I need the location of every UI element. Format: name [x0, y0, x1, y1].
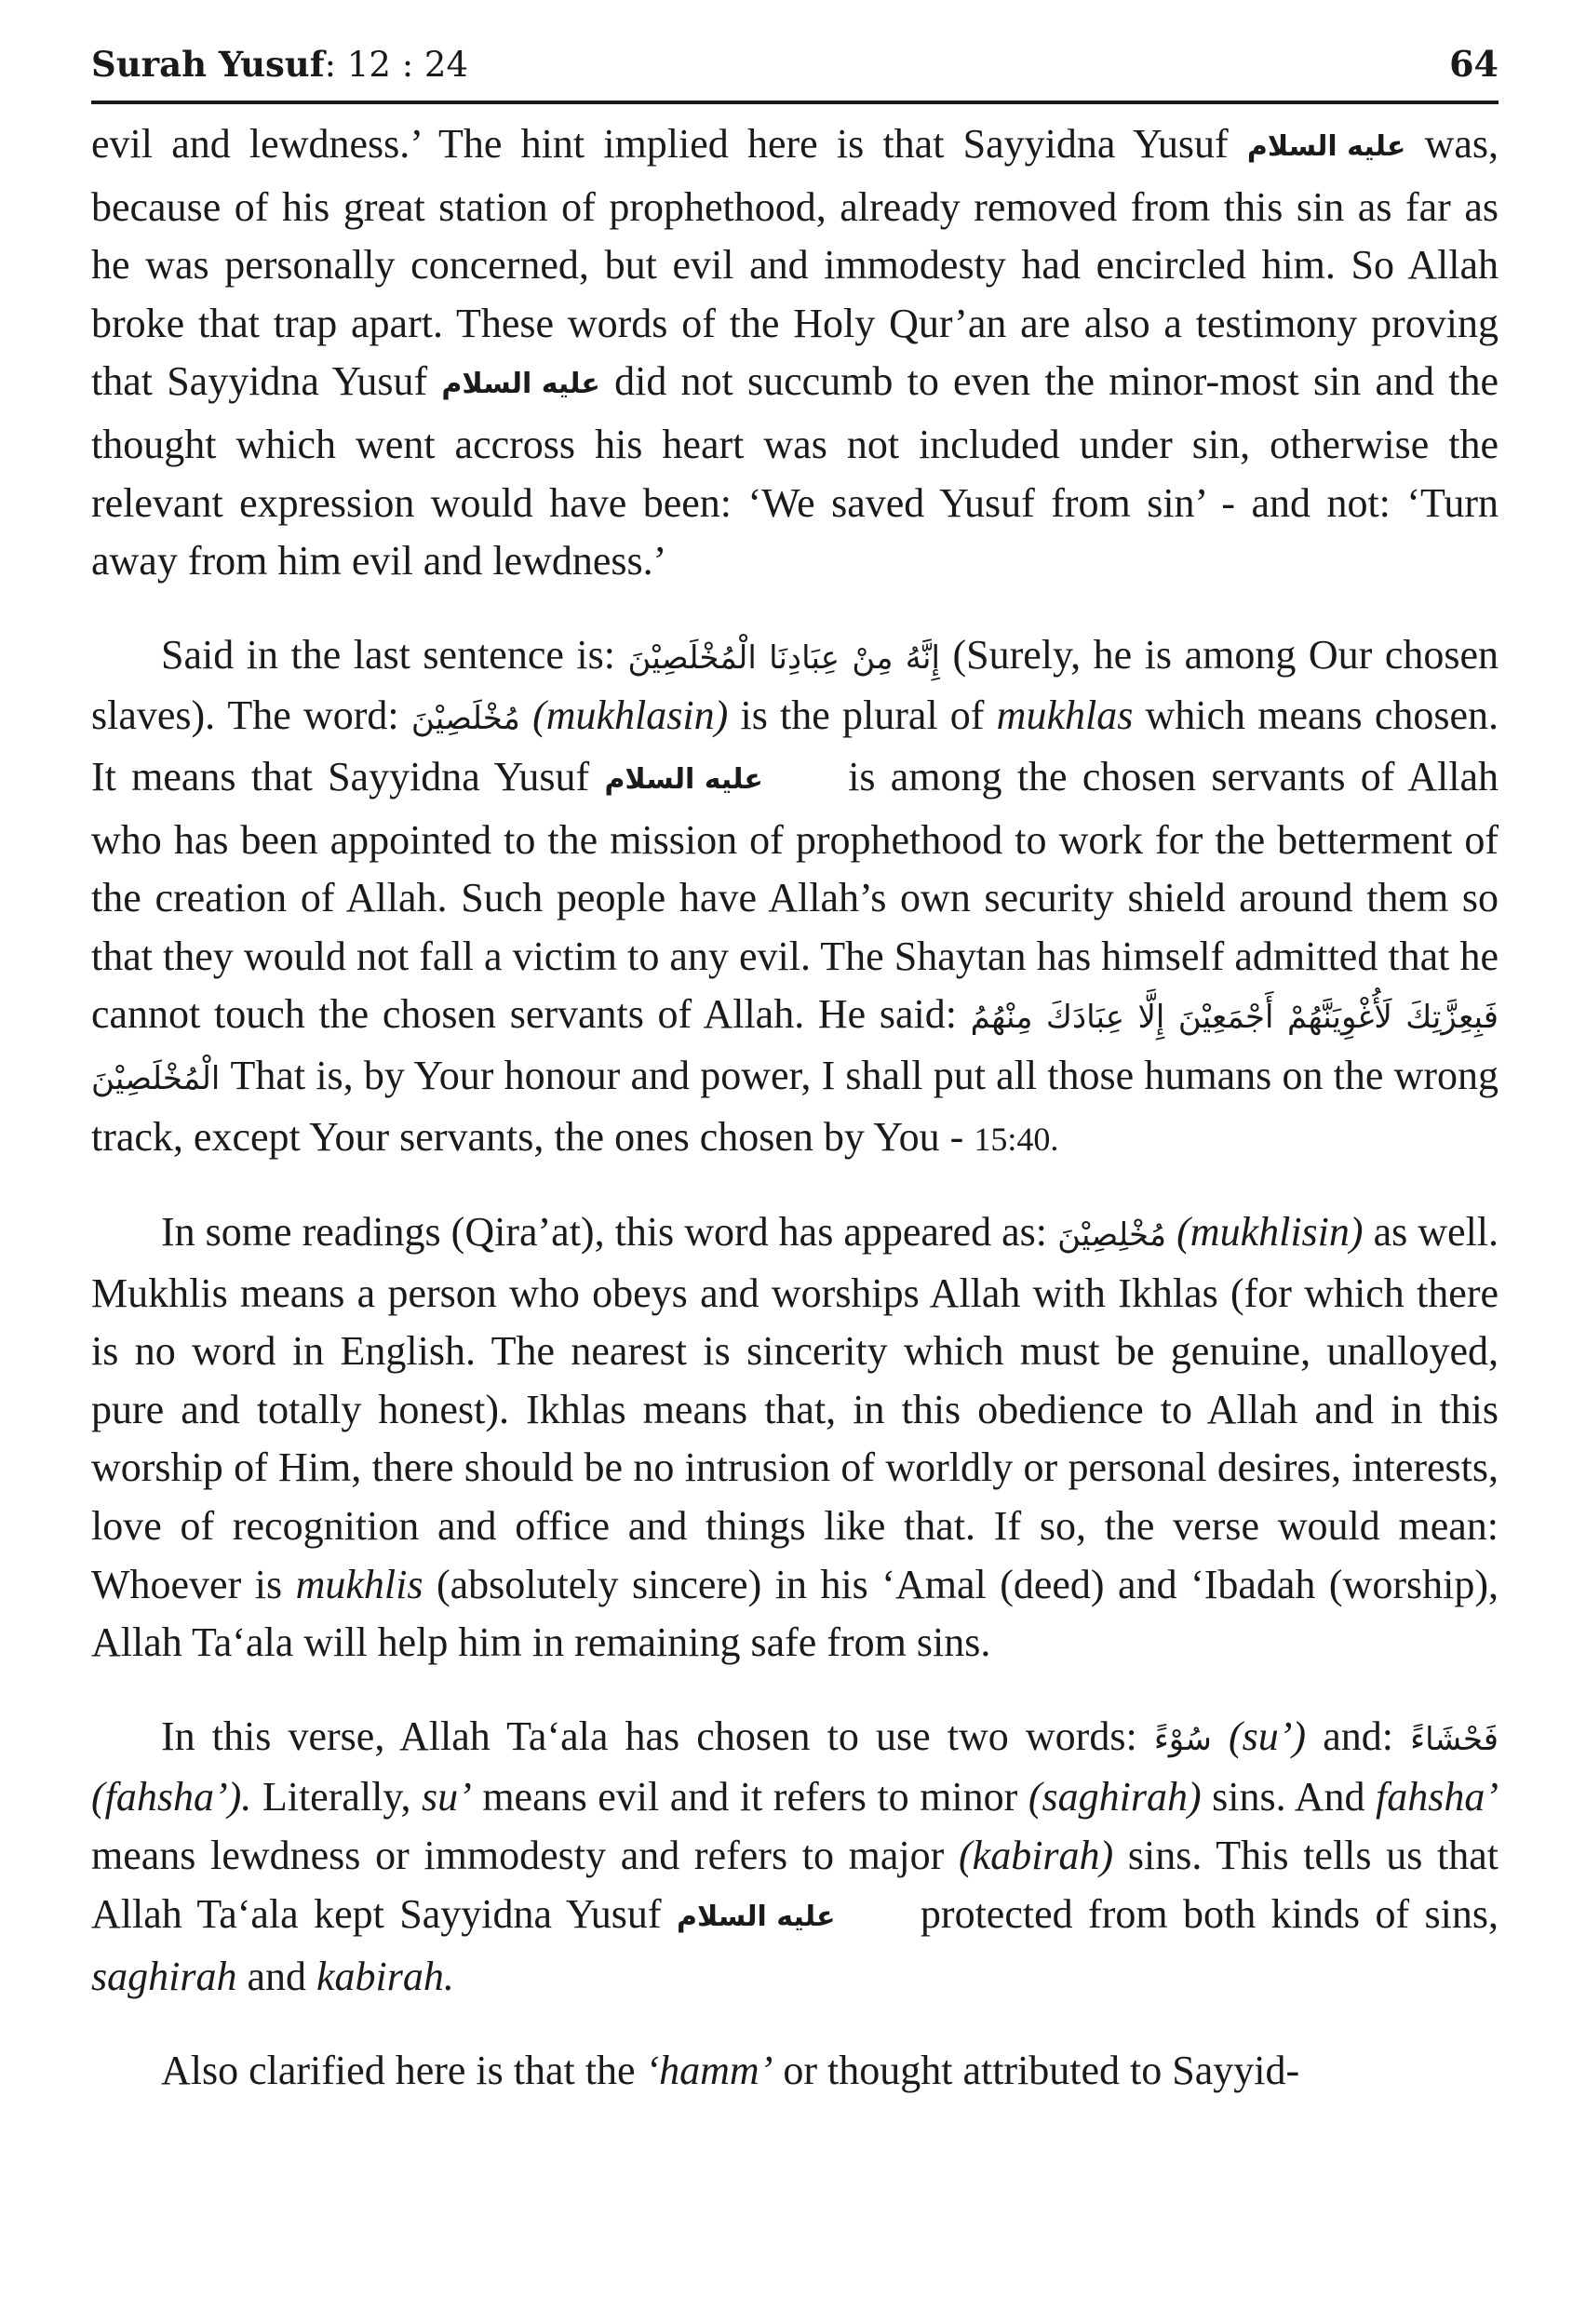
arabic-word: سُوْءً [1153, 1720, 1212, 1758]
verse-reference: 15:40. [974, 1120, 1059, 1158]
transliteration: ‘hamm’ [645, 2047, 773, 2093]
text-span: evil and lewdness.’ The hint implied here is that Sayyidna Yusuf [91, 121, 1229, 167]
text-span: (absolutely sincere) in his ‘Amal (deed) and ‘Ibadah (worship), Allah Ta‘ala will help him in remaining safe from sins. [91, 1561, 1499, 1666]
arabic-quote: فَبِعِزَّتِكَ لَأُغْوِيَنَّهُمْ أَجْمَعِيْنَ إِلَّا عِبَادَكَ مِنْهُمُ الْمُخْلَصِيْنَ [91, 999, 1499, 1097]
paragraph-4 [91, 1708, 1499, 2007]
transliteration: (kabirah) [959, 1833, 1114, 1879]
transliteration: saghirah [91, 1954, 237, 2000]
transliteration: (mukhlisin) [1176, 1209, 1364, 1256]
arabic-word: مُخْلِصِيْنَ [1057, 1216, 1167, 1255]
text-span: Also clarified here is that the [161, 2047, 636, 2093]
text-span: In some readings (Qira’at), this word has appeared as: [161, 1209, 1048, 1256]
body-text [91, 115, 1499, 2100]
text-span: and: [1323, 1713, 1393, 1759]
transliteration: mukhlis [295, 1561, 423, 1607]
transliteration: fahsha’ [1376, 1774, 1499, 1820]
text-span: sins. And [1212, 1774, 1365, 1820]
text-span: That is, by Your honour and power, I shall put all those humans on the wrong track, except Your servants, the ones chosen by You - [91, 1052, 1499, 1160]
running-header [91, 37, 1499, 104]
text-span: which means chosen. It means that Sayyidna Yusuf [91, 692, 1499, 799]
honorific-glyph: عليه السلام [604, 762, 763, 796]
honorific-glyph: عليه السلام [677, 1900, 836, 1933]
transliteration: mukhlas [996, 692, 1134, 739]
honorific-glyph: عليه السلام [1246, 130, 1406, 163]
transliteration: (mukhlasin) [532, 692, 729, 739]
text-span: was, because of his great station of prophethood, already removed from this sin as far as he was personally concerned, but evil and immodesty had encircled him. So Allah broke that trap apart. These words of the Holy Qur’an are also a testimony proving that Sayyidna Yusuf [91, 121, 1499, 405]
paragraph-5 [91, 2042, 1499, 2101]
text-span: as well. Mukhlis means a person who obeys and worships Allah with Ikhlas (for which there is no word in English. The nearest is sincerity which must be genuine, unalloyed, pure and totally honest). Ikhlas means that, in this obedience to Allah and in this worship of Him, there should be no intrusion of worldly or personal desires, interests, love of recognition and office and things like that. If so, the verse would mean: Whoever is [91, 1209, 1499, 1607]
arabic-word: مُخْلَصِيْنَ [410, 700, 520, 738]
text-span: In this verse, Allah Ta‘ala has chosen to use two words: [161, 1713, 1137, 1759]
transliteration: (fahsha’). [91, 1774, 252, 1820]
text-span: Said in the last sentence is: [161, 631, 615, 678]
text-span: and [247, 1954, 307, 2000]
text-span: means lewdness or immodesty and refers to major [91, 1833, 945, 1879]
surah-name: Surah Yusuf [91, 44, 325, 85]
arabic-word: فَحْشَاءً [1410, 1720, 1499, 1758]
text-span: is the plural of [740, 692, 985, 739]
text-span: sins. This tells us that Allah Ta‘ala kept Sayyidna Yusuf [91, 1833, 1499, 1937]
running-header-title [91, 44, 468, 85]
text-span: means evil and it refers to minor [482, 1774, 1018, 1820]
transliteration: (saghirah) [1028, 1774, 1202, 1820]
text-span: (Surely, he is among Our chosen slaves). The word: [91, 631, 1499, 739]
transliteration: (su’) [1229, 1713, 1307, 1759]
page-number: 64 [1449, 43, 1499, 85]
text-span: Literally, [262, 1774, 411, 1820]
text-span: or thought attributed to Sayyid- [783, 2047, 1300, 2093]
transliteration: kabirah. [316, 1954, 454, 2000]
paragraph-1 [91, 115, 1499, 591]
transliteration: su’ [422, 1774, 472, 1820]
book-page [91, 37, 1499, 2100]
text-span: is among the chosen servants of Allah who has been appointed to the mission of prophethood to work for the betterment of the creation of Allah. Such people have Allah’s own security shield around them so that they would not fall a victim to any evil. The Shaytan has himself admitted that he cannot touch the chosen servants of Allah. He said: [91, 753, 1499, 1038]
honorific-glyph: عليه السلام [441, 368, 600, 401]
surah-verse-reference: : 12 : 24 [324, 45, 469, 85]
paragraph-3 [91, 1203, 1499, 1672]
text-span: protected from both kinds of sins, [920, 1890, 1499, 1937]
paragraph-2 [91, 626, 1499, 1168]
text-span: did not succumb to even the minor-most sin and the thought which went accross his heart was not included under sin, otherwise the relevant expression would have been: ‘We saved Yusuf from sin’ - and not: ‘Turn away from him evil and lewdness.’ [91, 358, 1499, 584]
arabic-quote: إِنَّهُ مِنْ عِبَادِنَا الْمُخْلَصِيْنَ [627, 638, 940, 677]
